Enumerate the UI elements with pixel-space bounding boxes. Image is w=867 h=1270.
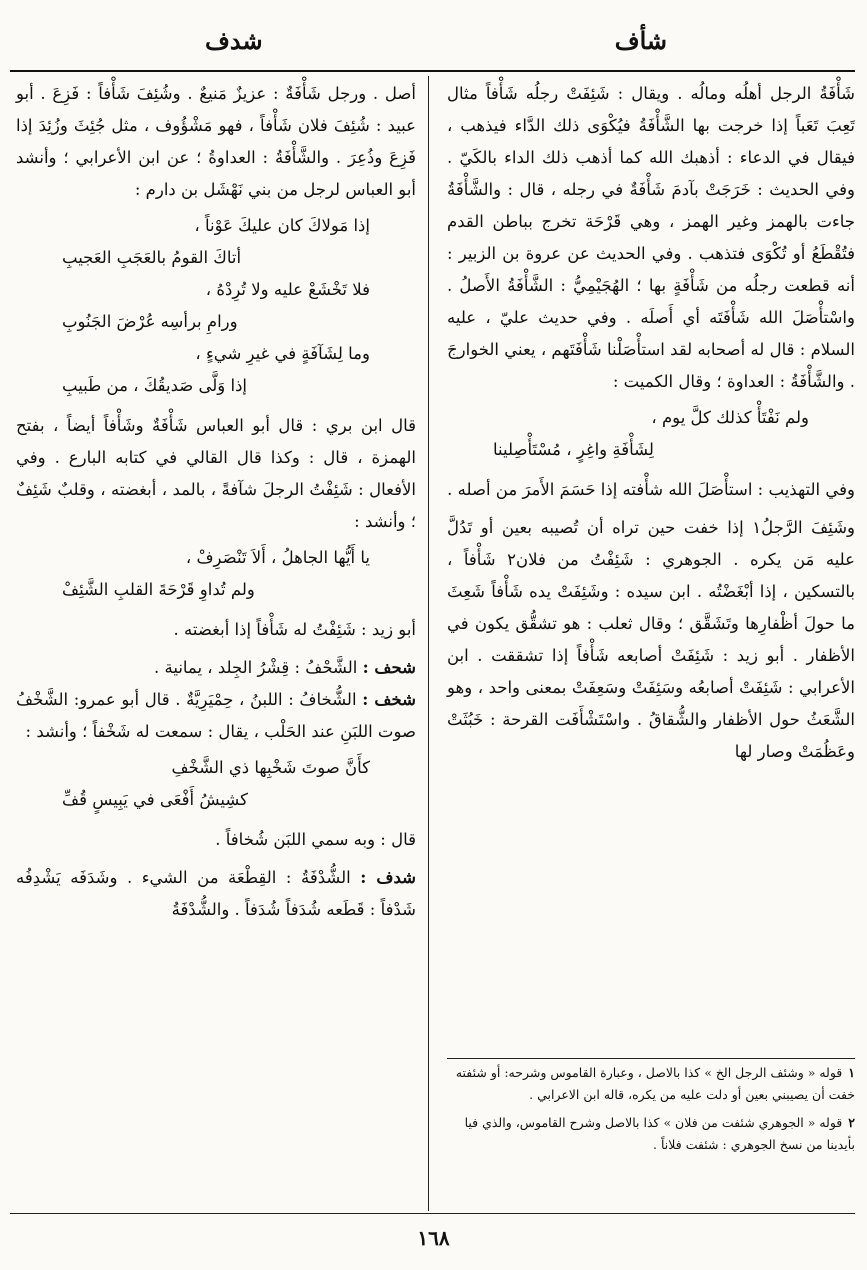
entry-body: الشَّحْفُ : قِشْرُ الجِلد ، يمانية . <box>154 658 358 677</box>
verse-block <box>16 542 416 606</box>
verse <box>447 402 855 466</box>
footnote-text: قوله « الجوهري شئفت من فلان » كذا بالاصل وشرح القاموس، والذي فيا بأيدينا من نسخ الجوهري : شئفت فلاناً . <box>464 1115 855 1152</box>
verse-block <box>447 402 855 466</box>
entry-body: الشُّدْفَةُ : القِطْعَة من الشيء . وشَدَفَه يَشْدِفُه شَدْفاً : قَطَعه شُدَفاً شُدَفاً . والشُّدْفَةُ <box>16 868 416 919</box>
verse <box>16 274 416 338</box>
headword-left: شدف <box>205 26 263 55</box>
entry-text: وشَئِفَ الرَّجلُ١ إذا خفت حين تراه أن تُصيبه بعين أو تَدُلَّ عليه مَن يكره . الجوهري : شَئِفْتُ من فلان٢ شَأْفاً ، بالتسكين ، إذا أبْغَضْتُه . ابن سيده : وشَئِفَتْ يده شَأْفاً شَعِثَ ما حولَ أظْفارِها وتَشَقَّق ؛ وقال ثعلب : هو تشقُّق يكون في الأظفار . أبو زيد : شَئِفَتْ أصابعه شَأْفاً إذا تشققت . ابن الأعرابي : شَئِفَتْ أصابعُه وسَئِفَتْ وسَعِفَتْ بمعنى واحد ، وهو الشَّعَثُ حول الأظفار والشُّقاقُ . واسْتَشْأَفَت القرحة : خَبُثَتْ وعَظُمَتْ وصار لها <box>447 518 855 761</box>
verse-line: أتاكَ القومُ بالعَجَبِ العَجيبِ <box>62 248 242 267</box>
header-rule <box>10 70 855 72</box>
verse-block <box>16 752 416 816</box>
footnote-number: ١ <box>848 1065 855 1080</box>
entry-text: أبو زيد : شَئِفْتُ له شَأْفاً إذا أبغضته . <box>173 620 416 639</box>
entry-shakhf <box>16 684 416 748</box>
verse-line: ولم تُداوِ قَرْحَةَ القلبِ الشَّئِفْ <box>62 580 255 599</box>
footnote-rule <box>447 1058 855 1059</box>
verse-block <box>16 210 416 402</box>
footnote-text: قوله « وشئف الرجل الخ » كذا بالاصل ، وعبارة القاموس وشرحه: أو شئفته خفت أن يصيبني بعين أو دلت عليه من يكره، قاله ابن الاعرابي . <box>455 1065 855 1102</box>
entry-text: قال : وبه سمي اللبَن شُخافاً . <box>215 830 416 849</box>
verse <box>16 338 416 402</box>
page-number: ١٦٨ <box>417 1226 450 1250</box>
right-column <box>447 78 855 768</box>
footer-rule <box>10 1213 855 1214</box>
entry-shahf <box>16 652 416 684</box>
entry-text: شَأْفَةُ الرجل أهلُه ومالُه . ويقال : شَئِفَتْ رجلُه شَأْفاً مثال تَعِبَ تَعَباً إذا خرجت بها الشَّأْفَةُ فيُكْوَى ذلك الدَّاء فيذهب ، فيقال في الدعاء : أذهبك الله كما أذهب ذلك الداء بالكَيّ . وفي الحديث : خَرَجَتْ بآدمَ شَأْفَةٌ في رجله ، قال : والشَّأْفَةُ جاءت بالهمز وغير الهمز ، وهي قَرْحَة تخرج بباطن القدم فتُقْطَعُ أو تُكْوَى فتذهب . وفي الحديث عن عروة بن الزبير : أنه قطعت رجلُه من شَأْفَةٍ بها ؛ الهُجَيْمِيُّ : الشَّأْفَةُ الأَصلُ . واسْتأْصَلَ الله شَأْفَتَه أي أَصلَه . وفي حديث عليّ ، عليه السلام : قال له أصحابه لقد استأْصَلْنا شَأْفَتَهم ، يعني الخوارجَ . والشَّأْفَةُ : العداوة ؛ وقال الكميت : <box>447 84 855 391</box>
verse-line: لِشَأْفَةِ واغِرٍ ، مُسْتَأْصِلينا <box>493 440 654 459</box>
verse-line: فلا تَخْشَعْ عليه ولا تُرِدْهُ ، <box>205 280 370 299</box>
entry-text: وفي التهذيب : استأْصَلَ الله شأْفته إذا حَسَمَ الأَمرَ من أصله . <box>447 480 855 499</box>
footnotes <box>447 1062 855 1162</box>
left-column <box>16 78 416 926</box>
verse-line: وما لِشَآفَةٍ في غيرِ شيءٍ ، <box>195 344 370 363</box>
footnote-number: ٢ <box>848 1115 855 1130</box>
column-divider <box>428 76 429 1211</box>
entry-headword: شحف : <box>362 658 416 677</box>
page-header <box>0 26 867 60</box>
verse-line: كأَنَّ صوتَ شَخْبِها ذي الشَّخْفِ <box>171 758 370 777</box>
headword-right: شأف <box>614 26 667 55</box>
entry-text: أصل . ورجل شَأْفَةٌ : عزيزٌ مَنيعٌ . وشُئِفَ شَأْفاً : فَزِعَ . أبو عبيد : شُئِفَ فلان شَأْفاً ، فهو مَشْؤُوف ، مثل جُئِثَ وزُئِدَ إذا فَزِعَ وذُعِرَ . والشَّأْفَةُ : العداوةُ ؛ عن ابن الأعرابي ؛ وأنشد أبو العباس لرجل من بني نَهْشَل بن دارم : <box>16 84 416 199</box>
verse <box>16 752 416 816</box>
footnote <box>447 1062 855 1106</box>
verse-line: ورامِ برأسِه عُرْضَ الجَنُوبِ <box>62 312 238 331</box>
verse-line: إذا وَلَّى صَديقُكَ ، من طَبيبِ <box>62 376 248 395</box>
entry-headword: شخف : <box>362 690 416 709</box>
footnote <box>447 1112 855 1156</box>
entry-shadf <box>16 862 416 926</box>
verse-line: ولم نَفْتَأْ كذلك كلَّ يوم ، <box>651 408 809 427</box>
entry-text: قال ابن بري : قال أبو العباس شَأْفَةٌ وشَأْفاً أيضاً ، بفتح الهمزة ، قال : وكذا قال القالي في كتابه البارع . وفي الأفعال : شَئِفْتُ الرجلَ شآفةً ، بالمد ، أبغضته ، وقلبٌ شَئِفٌ ؛ وأنشد : <box>16 416 416 531</box>
entry-headword: شدف : <box>360 868 416 887</box>
verse <box>16 210 416 274</box>
verse-line: كشِيشُ أَفْعَى في يَبِيسٍ قُفِّ <box>62 790 248 809</box>
verse-line: يا أَيُّها الجاهلُ ، أَلاَ تَنْصَرِفْ ، <box>185 548 370 567</box>
entry-body: الشُّخافُ : اللبنُ ، حِمْيَرِيَّةٌ . قال أبو عمرو: الشَّخْفُ صوت اللبَنِ عند الحَلْب ، يقال : سمعت له شَخْفاً ؛ وأنشد : <box>16 690 416 741</box>
verse-line: إذا مَولاكَ كان عليكَ عَوْناً ، <box>194 216 370 235</box>
verse <box>16 542 416 606</box>
